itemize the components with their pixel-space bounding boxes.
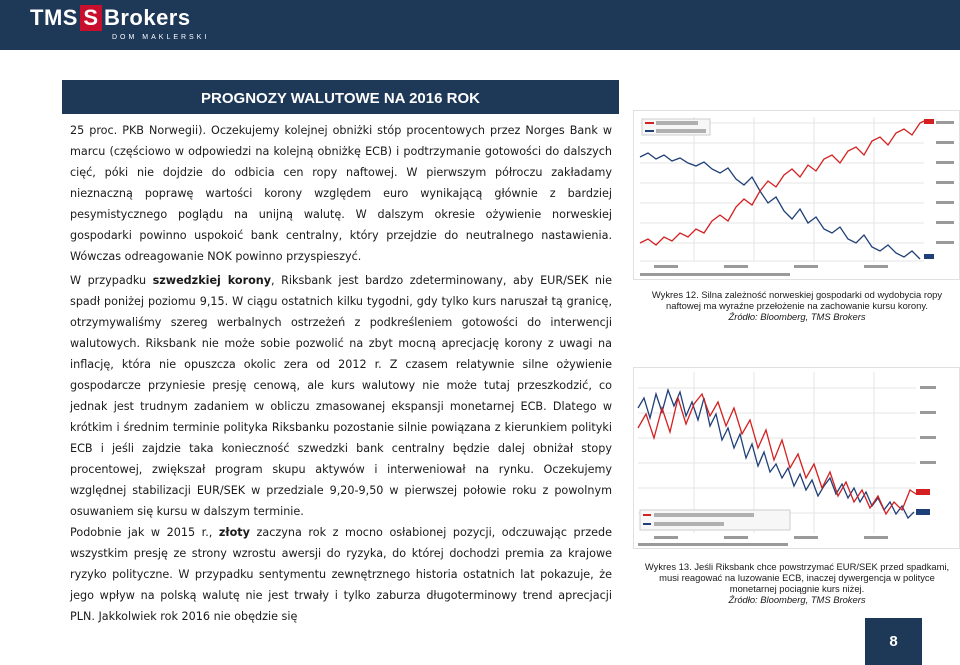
- logo-text-tms: TMS: [30, 5, 78, 30]
- chart1-caption-text: Wykres 12. Silna zależność norweskiej gospodarki od wydobycia ropy naftowej ma wyraźne przełożenie na zachowanie kursu korony.: [651, 289, 943, 311]
- page-number: 8: [865, 618, 922, 665]
- logo-text-brokers: Brokers: [103, 5, 191, 30]
- chart-eursek-svg: [634, 368, 939, 548]
- chart1-source: Źródło: Bloomberg, TMS Brokers: [728, 311, 866, 322]
- paragraph-norway: 25 proc. PKB Norwegii). Oczekujemy kolejnej obniżki stóp procentowych przez Norges Bank w marcu (częściowo w odpowiedzi na kolejną obniżkę ECB) i podtrzymanie gotowości do dalszych cięć, póki nie dojdzie do odbicia cen ropy naftowej. W pierwszym półroczu zakładamy nieznaczną poprawę wartości korony względem euro wynikającą głównie z bardziej pesymistycznego poglądu na unijną walutę. W dalszym okresie ożywienie norweskiej gospodarki powinno uspokoić bank centralny, który przejdzie do neutralnego nastawienia. Wówczas odreagowanie NOK powinno przyspieszyć.: [70, 124, 612, 263]
- p2-text-after: , Riksbank jest bardzo zdeterminowany, aby EUR/SEK nie spadł poniżej poziomu 9,15. W ciągu ostatnich kilku tygodni, gdy tylko kurs naruszał tą granicę, otrzymywaliśmy szereg werbalnych ostrzeżeń z podkreśleniem gotowości do interwencji walutowych. Riksbank nie może sobie pozwolić na zbyt mocną aprecjację korony z uwagi na inflację, która nie opuszcza okolic zera od 2012 r. Z czasem relatywnie silne ożywienie gospodarcze przyniesie presję cenową, ale kurs walutowy nie może tutaj przeszkodzić, co jednak jest trudnym zadaniem w obliczu zmasowanej ekspansji monetarnej ECB. Dlatego w krótkim i średnim terminie polityka Riksbanku pozostanie silnie powiązana z kierunkiem polityki ECB i jeśli zajdzie taka konieczność szwedzki bank centralny będzie dalej obniżał stopy procentowej, zwiększał program skupu aktywów i interweniował na rynku. Oczekujemy względnej stabilizacji EUR/SEK w przedziale 9,20-9,50 w pierwszej połowie roku z powolnym osuwaniem się kursu w dalszym terminie.: [70, 274, 612, 518]
- chart2-caption-text: Wykres 13. Jeśli Riksbank chce powstrzymać EUR/SEK przed spadkami, musi reagować na luzowanie ECB, inaczej dywergencja w polityce monetarnej pociągnie kurs niżej.: [644, 561, 950, 594]
- chart-eurnok-brent-image: [633, 110, 960, 280]
- p2-bold: szwedzkiej korony: [152, 274, 272, 287]
- paragraph-sweden: [70, 270, 612, 522]
- logo-s-mark: S: [80, 5, 102, 31]
- section-title: PROGNOZY WALUTOWE NA 2016 ROK: [62, 80, 619, 114]
- paragraph-zloty: [70, 522, 612, 627]
- chart-eursek-image: [633, 367, 960, 549]
- p3-bold: złoty: [218, 526, 250, 539]
- chart2-caption: [638, 561, 956, 605]
- tms-brokers-logo: [30, 5, 210, 41]
- logo-subtitle: DOM MAKLERSKI: [112, 34, 210, 41]
- chart1-caption: [638, 289, 956, 322]
- chart2-source: Źródło: Bloomberg, TMS Brokers: [728, 594, 866, 605]
- chart-eurnok-brent-svg: [634, 111, 959, 279]
- p2-text-before: W przypadku: [70, 274, 153, 287]
- p3-text-after: zaczyna rok z mocno osłabionej pozycji, odczuwając przede wszystkim presję ze strony wzrostu awersji do ryzyka, do której dochodzi premia za krajowe ryzyko polityczne. W przypadku sentymentu zewnętrznego historia ostatnich lat pokazuje, że jego wpływ na polską walutę nie jest trwały i tylko zaburza długoterminowy trend aprecjacji PLN. Jakkolwiek rok 2016 nie obędzie się: [70, 526, 612, 623]
- p3-text-before: Podobnie jak w 2015 r.,: [70, 526, 219, 539]
- header-bar: [0, 0, 960, 50]
